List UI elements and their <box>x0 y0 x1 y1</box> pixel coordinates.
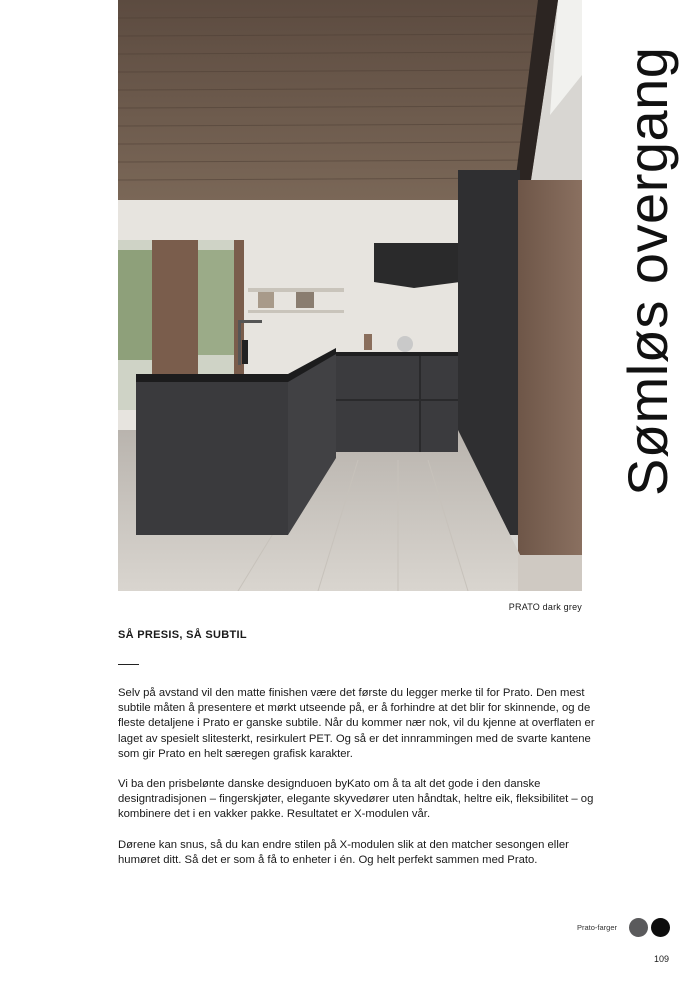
color-swatch-dark-grey <box>629 918 648 937</box>
paragraph-1: Selv på avstand vil den matte finishen være det første du legger merke til for Prato. Den mest subtile måten å presentere et mørkt utseende på, er å forhindre at det blir for skinnende, og de fleste detaljene i Prato er ganske subtile. Når du kommer nær nok, vil du kjenne at overflaten er laget av spesielt slitesterkt, resirkulert PET. Og så er det innrammingen med de svarte kantene som gir Prato en helt særegen grafisk karakter. <box>118 687 595 760</box>
page-number: 109 <box>653 954 669 964</box>
paragraph-3: Dørene kan snus, så du kan endre stilen på X-modulen slik at den matcher sesongen eller humøret ditt. Så det er som å få to enheter i én. Og helt perfekt sammen med Prato. <box>118 838 569 866</box>
colors-label: Prato-farger <box>576 923 617 932</box>
kitchen-photo <box>118 0 582 591</box>
section-heading: SÅ PRESIS, SÅ SUBTIL <box>118 629 247 641</box>
color-swatches <box>577 918 670 937</box>
page-title: Sømløs overgang <box>616 46 679 496</box>
kitchen-illustration <box>118 0 582 591</box>
color-swatch-black <box>651 918 670 937</box>
photo-caption: PRATO dark grey <box>508 602 582 612</box>
body-text <box>118 686 598 883</box>
heading-divider <box>118 664 139 665</box>
paragraph-2: Vi ba den prisbelønte danske designduoen byKato om å ta alt det gode i den danske designtradisjonen – fingerskjøter, elegante skyvedører uten håndtak, heltre eik, fleksibilitet – og kombinere det i en vakker pakke. Resultatet er X-modulen vår. <box>118 778 594 821</box>
